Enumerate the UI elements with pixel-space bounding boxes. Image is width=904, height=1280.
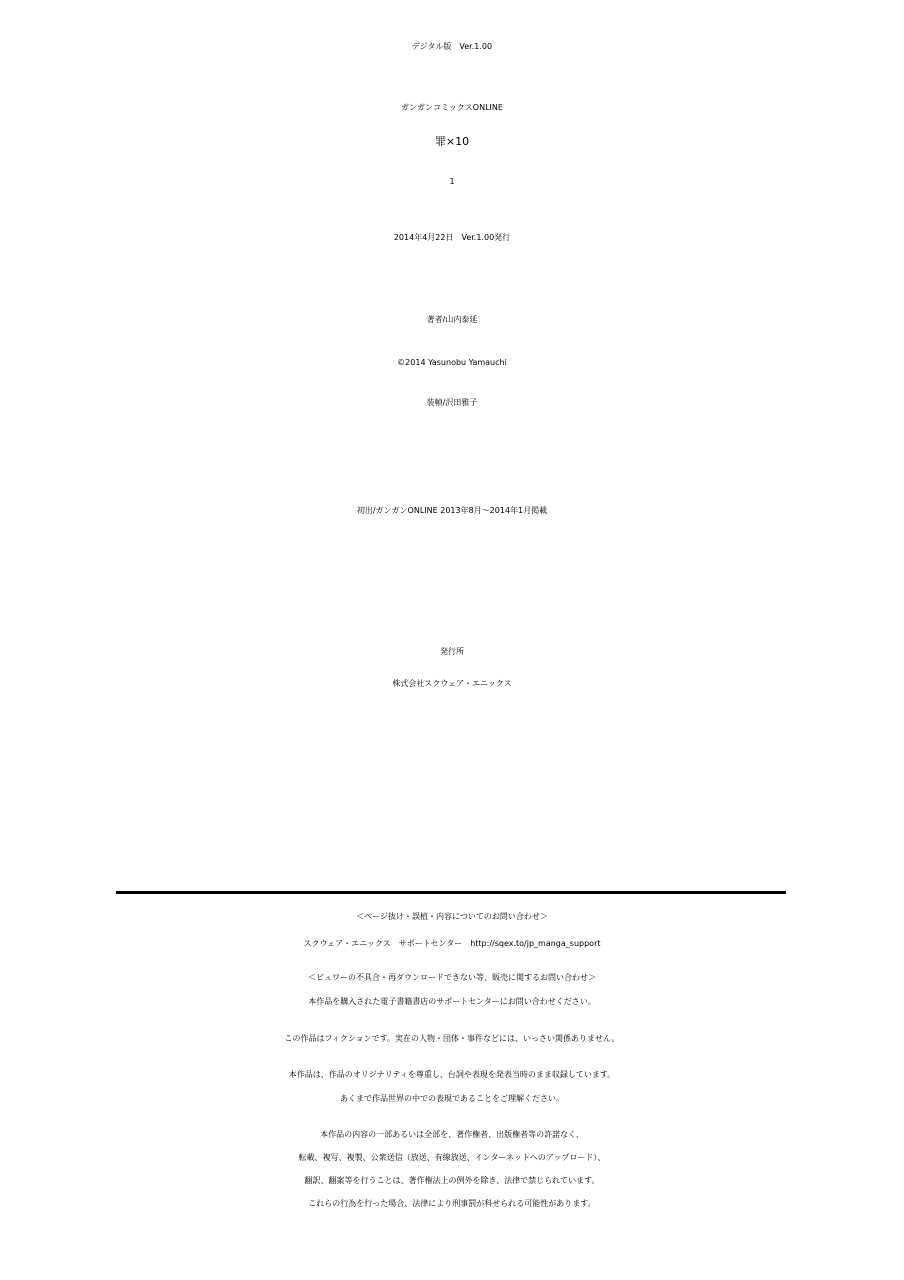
inquiry-heading: ＜ページ抜け・誤植・内容についてのお問い合わせ＞ bbox=[356, 912, 548, 921]
first-published: 初出/ガンガンONLINE 2013年8月～2014年1月掲載 bbox=[356, 506, 548, 515]
book-title: 罪×10 bbox=[434, 135, 470, 148]
viewer-heading: ＜ビュワーの不具合・再ダウンロードできない等、販売に関するお問い合わせ＞ bbox=[308, 973, 596, 982]
publish-date: 2014年4月22日 Ver.1.00発行 bbox=[393, 233, 511, 242]
copyright-notice: ©2014 Yasunobu Yamauchi bbox=[397, 358, 507, 367]
originality-notice-1: 本作品は、作品のオリジナリティを尊重し、台詞や表現を発表当時のまま収録しています。 bbox=[288, 1070, 616, 1079]
legal-notice-1: 本作品の内容の一部あるいは全部を、著作権者、出版権者等の許諾なく、 bbox=[320, 1130, 584, 1139]
design-credit: 装幀/沢田雅子 bbox=[426, 398, 478, 407]
section-divider bbox=[116, 891, 786, 894]
legal-notice-3: 翻訳、翻案等を行うことは、著作権法上の例外を除き、法律で禁じられています。 bbox=[304, 1176, 600, 1185]
publisher-label: 発行所 bbox=[440, 647, 464, 656]
volume-number: 1 bbox=[449, 177, 455, 186]
edition-version: デジタル版 Ver.1.00 bbox=[411, 42, 493, 51]
legal-notice-2: 転載、複写、複製、公衆送信（放送、有線放送、インターネットへのアップロード）、 bbox=[298, 1153, 606, 1162]
viewer-body: 本作品を購入された電子書籍書店のサポートセンターにお問い合わせください。 bbox=[308, 997, 596, 1006]
imprint-label: ガンガンコミックスONLINE bbox=[401, 103, 503, 112]
author-credit: 著者/山内泰延 bbox=[426, 315, 478, 324]
support-contact: スクウェア・エニックス サポートセンター http://sqex.to/jp_manga_support bbox=[303, 939, 601, 948]
legal-notice-4: これらの行為を行った場合、法律により刑事罰が科せられる可能性があります。 bbox=[308, 1199, 596, 1208]
fiction-notice: この作品はフィクションです。実在の人物・団体・事件などには、いっさい関係ありません。 bbox=[284, 1034, 620, 1043]
originality-notice-2: あくまで作品世界の中での表現であることをご理解ください。 bbox=[340, 1094, 564, 1103]
publisher-name: 株式会社スクウェア・エニックス bbox=[392, 679, 512, 688]
